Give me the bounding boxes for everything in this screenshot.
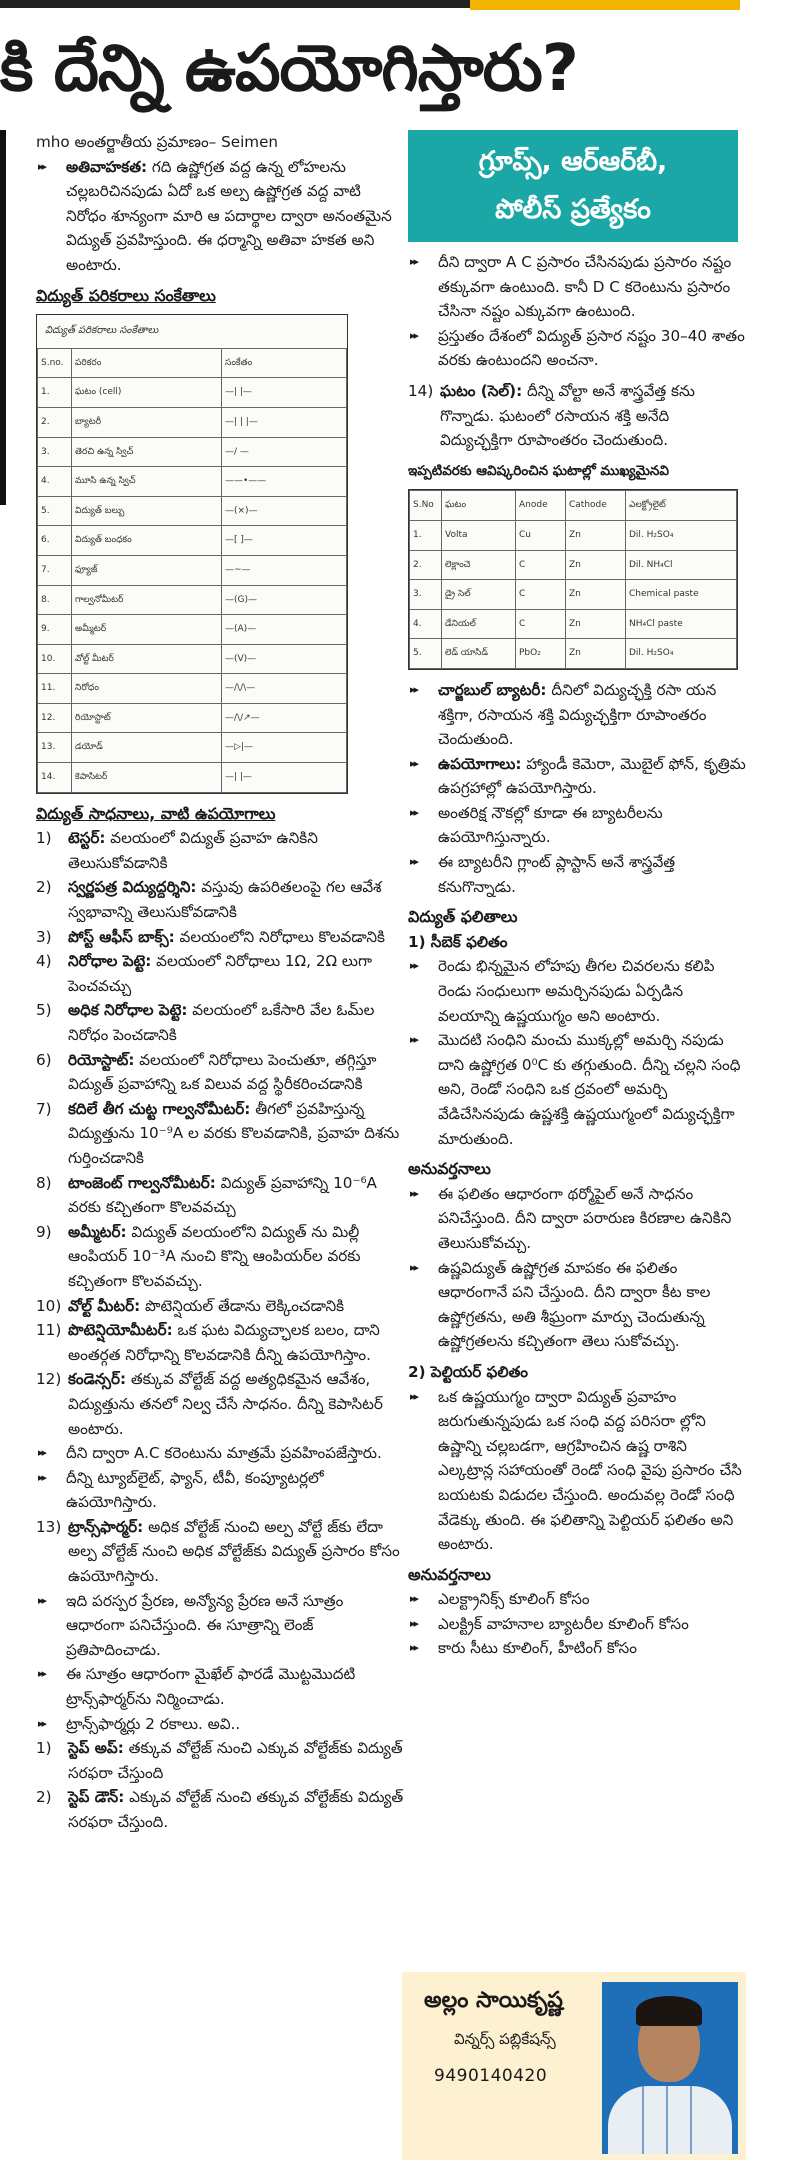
table-row	[38, 378, 347, 408]
header-cell: ఎలక్ట్రోలైట్	[626, 491, 737, 521]
item-label: కదిలే తీగ చుట్ట గాల్వనోమీటర్:	[68, 1099, 251, 1118]
table-row	[410, 609, 737, 639]
list-item: ▸▸ మొదటి సంధిని మంచు ముక్కల్లో అమర్చి నపుడు దాని ఉష్ణోగ్రత 0⁰C కు తగ్గుతుంది. దీన్ని చల్లని సంధి అని, రెండో సంధిని ఒక ద్రవంలో అమర్చి వేడిచేసినపుడు ఉష్ణశక్తి ఉష్ణయుగ్మంలో విద్యుచ్ఛక్తిగా మారుతుంది.	[408, 1028, 746, 1151]
effects-heading: విద్యుత్ ఫలితాలు	[408, 907, 518, 927]
author-box	[402, 1972, 746, 2160]
top-rule	[0, 0, 470, 8]
item-number: 13)	[36, 1517, 62, 1536]
item-number: 2)	[36, 1788, 52, 1807]
peltier-title: 2) పెల్టియర్ ఫలితం	[408, 1362, 528, 1381]
header-cell: ఘటం	[442, 491, 516, 521]
table-cell: 6.	[38, 526, 72, 556]
list-item: ▸▸ కారు సీటు కూలింగ్, హీటింగ్ కోసం	[408, 1636, 746, 1661]
item-label: టాంజెంట్ గాల్వనోమీటర్:	[68, 1173, 216, 1192]
header-cell: Cathode	[566, 491, 626, 521]
table-cell: 13.	[38, 733, 72, 763]
symbol-cell: —/\/\—	[222, 674, 347, 704]
table-row	[38, 674, 347, 704]
table-row	[38, 555, 347, 585]
symbol-cell: —| |—	[222, 378, 347, 408]
table-row	[38, 526, 347, 556]
table-cell: 9.	[38, 615, 72, 645]
item-number: 5)	[36, 1001, 52, 1020]
item-text: విద్యుత్ ప్రవాహాన్ని 10⁻⁶A వరకు కచ్చితంగా కొలవవచ్చు	[68, 1173, 377, 1217]
table-cell: 1.	[410, 520, 442, 550]
item-number: 4)	[36, 952, 52, 971]
symbol-cell: —/\/↗—	[222, 703, 347, 733]
table-cell: డేనియల్	[442, 609, 516, 639]
table-cell: లెడ్ యాసిడ్	[442, 639, 516, 669]
cells-table-header	[410, 491, 737, 521]
item-label: వోల్ట్ మీటర్:	[68, 1296, 141, 1315]
table-cell: రియోస్టాట్	[72, 703, 222, 733]
symbol-cell: —~—	[222, 555, 347, 585]
item-label: నిరోధాల పెట్టె:	[68, 952, 152, 971]
item-number: 1)	[36, 829, 52, 848]
list-item: ▸▸ ఎలక్ట్రానిక్స్ కూలింగ్ కోసం	[408, 1587, 746, 1612]
list-item: ▸▸ దీని ద్వారా A.C కరెంటును మాత్రమే ప్రవహింపజేస్తారు.	[36, 1441, 404, 1466]
list-item	[36, 949, 404, 998]
symbols-heading: విద్యుత్ పరికరాలు సంకేతాలు	[36, 285, 216, 305]
table-cell: 10.	[38, 644, 72, 674]
table-cell: ఫ్యూజ్	[72, 555, 222, 585]
item-text: వలయంలో విద్యుత్ ప్రవాహ ఉనికిని తెలుసుకోవడానికి	[68, 829, 318, 872]
symbol-cell: —[ ]—	[222, 526, 347, 556]
photo-shirt	[608, 2086, 732, 2154]
symbol-cell: —(G)—	[222, 585, 347, 615]
item-text: ఈ బ్యాటరీని గ్లాంట్ ప్లాస్టాన్ అనే శాస్త్రవేత్త కనుగొన్నాడు.	[438, 853, 676, 896]
list-item: ▸▸ ప్రస్తుతం దేశంలో విద్యుత్ ప్రసార నష్టం 30–40 శాతం వరకు ఉంటుందని అంచనా.	[408, 324, 746, 373]
applications-heading: అనువర్తనాలు	[408, 1159, 491, 1179]
photo-stripe	[666, 2086, 668, 2154]
symbol-cell: —(A)—	[222, 615, 347, 645]
seebeck-title: 1) సీబెక్ ఫలితం	[408, 932, 508, 951]
table-cell: విద్యుత్ బంధకం	[72, 526, 222, 556]
item-text: పొటెన్షియల్ తేడాను లెక్కించడానికి	[140, 1296, 345, 1315]
list-item: ▸▸ ట్రాన్స్‌ఫార్మర్లు 2 రకాలు. అవి..	[36, 1712, 404, 1737]
author-org: విన్నర్స్ పబ్లికేషన్స్	[454, 2030, 556, 2048]
item-number: 3)	[36, 927, 52, 946]
list-item	[36, 1294, 404, 1319]
author-phone: 9490140420	[434, 2066, 548, 2086]
header-cell: S.no.	[38, 348, 72, 378]
list-item	[408, 752, 746, 801]
table-cell: 2.	[38, 407, 72, 437]
list-item	[36, 1171, 404, 1220]
table-row	[410, 520, 737, 550]
table-cell: Dil. H₂SO₄	[626, 520, 737, 550]
item-number: 8)	[36, 1173, 52, 1192]
superconductivity-text: గది ఉష్ణోగ్రత వద్ద ఉన్న లోహలను చల్లబరిచినపుడు ఏదో ఒక అల్ప ఉష్ణోగ్రత వద్ద వాటి నిరోధం శూన్యంగా మారి ఆ పదార్థాల ద్వారా అనంతమైన విద్యుత్ ప్రవహిస్తుంది. ఈ ధర్మాన్ని అతివా హకత అని అంటారు.	[66, 157, 392, 274]
list-item	[36, 1318, 404, 1367]
list-item	[36, 1220, 404, 1294]
table-cell: 5.	[38, 496, 72, 526]
banner-line-2: పోలీస్ ప్రత్యేకం	[495, 194, 651, 225]
table-cell: బ్యాటరీ	[72, 407, 222, 437]
item-label: అధిక నిరోధాల పెట్టె:	[68, 1001, 188, 1020]
list-item	[36, 1515, 404, 1589]
item-text: వస్తువు ఉపరితలంపై గల ఆవేశ స్వభావాన్ని తెలుసుకోవడానికి	[68, 878, 382, 922]
item-text: ఒక ఘట విద్యుచ్ఛాలక బలం, దాని అంతర్గత నిరోధాన్ని కొలవడానికి దీన్ని ఉపయోగిస్తాం.	[68, 1321, 380, 1364]
header-cell: S.No	[410, 491, 442, 521]
cells-heading: ఇప్పటివరకు ఆవిష్కరించిన ఘటాల్లో ముఖ్యమైనవి	[408, 462, 669, 479]
superconductivity-label: అతివాహకత:	[66, 157, 148, 176]
list-item	[408, 678, 746, 752]
item-text: హ్యాండీ కెమెరా, మొబైల్ ఫోన్, కృత్రిమ ఉపగ్రహాల్లో ఉపయోగిస్తారు.	[438, 754, 746, 798]
section-banner	[408, 130, 738, 242]
list-item: ▸▸ ఈ ఫలితం ఆధారంగా థర్మోపైల్ అనే సాధనం పనిచేస్తుంది. దీని ద్వారా పరారుణ కిరణాల ఉనికిని తెలుసుకోవచ్చు.	[408, 1182, 746, 1256]
item-text: విద్యుత్ వలయంలోని విద్యుత్ ను మిల్లీ ఆంపియర్ 10⁻³A నుంచి కొన్ని ఆంపియర్‌ల వరకు కచ్చితంగా కొలవవచ్చు.	[68, 1222, 361, 1290]
list-item	[36, 998, 404, 1047]
table-row	[38, 733, 347, 763]
item-label: ఉపయోగాలు:	[438, 754, 522, 773]
list-item	[408, 801, 746, 850]
table-cell: గాల్వనోమీటర్	[72, 585, 222, 615]
table-cell: 12.	[38, 703, 72, 733]
intro-line: mho అంతర్జాతీయ ప్రమాణం– Seimen	[36, 133, 279, 151]
list-item	[36, 1367, 404, 1441]
right-column	[408, 130, 746, 1661]
list-item	[408, 850, 746, 899]
table-row	[38, 585, 347, 615]
list-item: ▸▸ ఒక ఉష్ణయుగ్మం ద్వారా విద్యుత్ ప్రవాహం జరుగుతున్నపుడు ఒక సంధి వద్ద పరిసరా ల్లోని ఉష్ణాన్ని చల్లబడగా, ఆగ్రహించిన ఉష్ణ రాశిని ఎల్కట్రాన్ల సహాయంతో రెండో సంధి వైపు ప్రసారం చేసి బయటకు విడుదల చేస్తుంది. అందువల్ల రెండో సంధి వేడెక్కు తుంది. ఈ ఫలితాన్ని పెల్టియర్ ఫలితం అని అంటారు.	[408, 1385, 746, 1557]
table-row	[38, 467, 347, 497]
table-cell: లెక్లాంచె	[442, 550, 516, 580]
item-text: దీన్ని వోల్టా అనే శాస్త్రవేత్త కను గొన్నాడు. ఘటంలో రసాయన శక్తి అనేది విద్యుచ్ఛక్తిగా రూపాంతరం చెందుతుంది.	[440, 381, 695, 450]
item-number: 10)	[36, 1296, 62, 1315]
table-cell: 11.	[38, 674, 72, 704]
table-cell: కెపాసిటర్	[72, 763, 222, 793]
item-text: తక్కువ వోల్టేజ్ నుంచి ఎక్కువ వోల్టేజ్‌కు విద్యుత్ సరఫరా చేస్తుంది	[68, 1739, 403, 1782]
item-label: కండెన్సర్:	[68, 1370, 127, 1389]
symbols-table	[36, 314, 348, 794]
instruments-heading: విద్యుత్ సాధనాలు, వాటి ఉపయోగాలు	[36, 803, 276, 823]
table-cell: నిరోధం	[72, 674, 222, 704]
item-number: 9)	[36, 1222, 52, 1241]
symbol-cell: ——•——	[222, 467, 347, 497]
item-label: ఘటం (సెల్):	[440, 381, 523, 400]
item-text: వలయంలో ఒకేసారి వేల ఓమ్‌ల నిరోధం పెంచడానికి	[68, 1001, 375, 1044]
item-number: 11)	[36, 1321, 62, 1340]
item-label: స్వర్ణపత్ర విద్యుద్దర్శిని:	[68, 878, 197, 897]
photo-stripe	[642, 2086, 644, 2154]
superconductivity-bullet	[36, 155, 404, 278]
photo-stripe	[690, 2086, 692, 2154]
item-label: టెస్టర్:	[68, 829, 106, 848]
item-number: 2)	[36, 878, 52, 897]
list-item: ▸▸ ఉష్ణవిద్యుత్ ఉష్ణోగ్రత మాపకం ఈ ఫలితం ఆధారంగానే పని చేస్తుంది. దీని ద్వారా కీట కాల ఉష్ణోగ్రతను, అతి శీఘ్రంగా మార్పు చెందుతున్న ఉష్ణోగ్రతలను కచ్చితంగా తెలు సుకోవచ్చు.	[408, 1256, 746, 1354]
table-cell: C	[516, 580, 566, 610]
table-cell: Dil. NH₄Cl	[626, 550, 737, 580]
table-cell: 14.	[38, 763, 72, 793]
item-text: దీనిలో విద్యుచ్ఛక్తి రసా యన శక్తిగా, రసాయన శక్తి విద్యుచ్ఛక్తిగా రూపాంతరం చెందుతుంది.	[438, 680, 717, 749]
table-cell: 2.	[410, 550, 442, 580]
table-cell: Zn	[566, 580, 626, 610]
symbol-cell: —| | |—	[222, 407, 347, 437]
list-item	[36, 826, 404, 875]
table-cell: Zn	[566, 520, 626, 550]
item-text: ఎక్కువ వోల్టేజ్ నుంచి తక్కువ వోల్టేజ్‌కు విద్యుత్ సరఫరా చేస్తుంది.	[68, 1788, 404, 1831]
table-cell: Zn	[566, 609, 626, 639]
table-cell: 3.	[38, 437, 72, 467]
list-item	[36, 1736, 404, 1785]
table-row	[38, 615, 347, 645]
header-cell: Anode	[516, 491, 566, 521]
item-number: 1)	[36, 1739, 52, 1758]
item-text: అంతరిక్ష నౌకల్లో కూడా ఈ బ్యాటరీలను ఉపయోగిస్తున్నారు.	[438, 803, 663, 847]
symbol-cell: —▷|—	[222, 733, 347, 763]
item-label: చార్జబుల్ బ్యాటరీ:	[438, 680, 547, 699]
photo-hair	[636, 1996, 702, 2026]
table-row	[410, 550, 737, 580]
list-item: ▸▸ ఈ సూత్రం ఆధారంగా మైఖేల్ ఫారడే మొట్టమొదటి ట్రాన్స్‌ఫార్మర్‌ను నిర్మించాడు.	[36, 1662, 404, 1711]
table-row	[38, 407, 347, 437]
symbol-cell: —(×)—	[222, 496, 347, 526]
left-column	[36, 130, 404, 1835]
table-cell: 3.	[410, 580, 442, 610]
item-label: స్టెప్ డౌన్:	[68, 1788, 125, 1807]
table-cell: Zn	[566, 639, 626, 669]
table-cell: PbO₂	[516, 639, 566, 669]
item-text: వలయంలోని నిరోధాలు కొలవడానికి	[174, 927, 385, 946]
table-cell: 7.	[38, 555, 72, 585]
list-item	[36, 875, 404, 924]
table-row	[38, 763, 347, 793]
table-cell: Zn	[566, 550, 626, 580]
table-cell: Cu	[516, 520, 566, 550]
list-item: ▸▸ దీని ద్వారా A C ప్రసారం చేసినపుడు ప్రసారం నష్టం తక్కువగా ఉంటుంది. కానీ D C కరెంటును ప్రసారం చేసినా నష్టం ఎక్కువగా ఉంటుంది.	[408, 250, 746, 324]
list-item: ▸▸ ఎలక్ట్రిక్ వాహనాల బ్యాటరీల కూలింగ్ కోసం	[408, 1612, 746, 1637]
table-cell: C	[516, 550, 566, 580]
left-edge-rule	[0, 130, 6, 505]
table-cell: అమ్మీటర్	[72, 615, 222, 645]
item-label: రియోస్టాట్:	[68, 1050, 135, 1069]
table-cell: 5.	[410, 639, 442, 669]
item-label: అమ్మీటర్:	[68, 1222, 127, 1241]
symbol-cell: —| |—	[222, 763, 347, 793]
instruments-list	[36, 826, 404, 1441]
table-cell: Volta	[442, 520, 516, 550]
table-row	[38, 644, 347, 674]
item-label: ట్రాన్స్‌ఫార్మర్:	[68, 1517, 144, 1536]
table-cell: 8.	[38, 585, 72, 615]
table-row	[410, 639, 737, 669]
header-cell: పరికరం	[72, 348, 222, 378]
header-cell: సంకేతం	[222, 348, 347, 378]
author-photo	[602, 1982, 738, 2154]
item-text: తక్కువ వోల్టేజ్ వద్ద అత్యధికమైన ఆవేశం, విద్యుత్తును తనలో నిల్వ చేసే సాధనం. దీన్ని కెపాసిటర్ అంటారు.	[68, 1370, 383, 1438]
list-item: ▸▸ ఇది పరస్పర ప్రేరణ, అన్యోన్య ప్రేరణ అనే సూత్రం ఆధారంగా పనిచేస్తుంది. ఈ సూత్రాన్ని లెంజ్ ప్రతిపాదించాడు.	[36, 1589, 404, 1663]
item-label: పొటెన్షియోమీటర్:	[68, 1321, 173, 1340]
item-label: పోస్ట్ ఆఫీస్ బాక్స్:	[68, 927, 175, 946]
table-row	[38, 496, 347, 526]
item-text: తీగలో ప్రవహిస్తున్న విద్యుత్తును 10⁻⁹A ల వరకు కొలవడానికి, ప్రవాహ దిశను గుర్తించడానికి	[68, 1099, 400, 1167]
list-item	[36, 1048, 404, 1097]
item-number: 14)	[408, 381, 434, 400]
table-row	[38, 437, 347, 467]
item-text: అధిక వోల్టేజ్ నుంచి అల్ప వోల్టే జ్‌కు లేదా అల్ప వోల్టేజ్ నుంచి అధిక వోల్టేజ్‌కు విద్యుత్ ప్రసారం కోసం ఉపయోగిస్తారు.	[68, 1517, 400, 1586]
symbol-cell: —/ —	[222, 437, 347, 467]
author-name: అల్లం సాయికృష్ణ	[424, 1988, 563, 2013]
symbols-table-caption: విద్యుత్ పరికరాలు సంకేతాలు	[45, 325, 159, 337]
item-label: స్టెప్ అప్:	[68, 1739, 124, 1758]
page-headline: కి దేన్ని ఉపయోగిస్తారు?	[0, 32, 578, 106]
table-cell: ఘటం (cell)	[72, 378, 222, 408]
table-cell: Dil. H₂SO₄	[626, 639, 737, 669]
list-item	[36, 925, 404, 950]
table-cell: విద్యుత్ బల్బు	[72, 496, 222, 526]
item-text: వలయంలో నిరోధాలు 1Ω, 2Ω లుగా పెంచవచ్చు	[68, 952, 372, 995]
top-accent-bar	[470, 0, 740, 10]
table-cell: Chemical paste	[626, 580, 737, 610]
table-cell: NH₄Cl paste	[626, 609, 737, 639]
table-cell: మూసి ఉన్న స్విచ్	[72, 467, 222, 497]
item-number: 6)	[36, 1050, 52, 1069]
list-item	[36, 1785, 404, 1834]
table-cell: 4.	[38, 467, 72, 497]
table-cell: డయోడ్	[72, 733, 222, 763]
applications-heading: అనువర్తనాలు	[408, 1564, 491, 1584]
symbols-table-header	[38, 348, 347, 378]
table-cell: తెరచి ఉన్న స్విచ్	[72, 437, 222, 467]
table-cell: C	[516, 609, 566, 639]
table-cell: వోల్ట్ మీటర్	[72, 644, 222, 674]
table-row	[410, 580, 737, 610]
table-cell: 4.	[410, 609, 442, 639]
table-row	[38, 703, 347, 733]
list-item: ▸▸ రెండు భిన్నమైన లోహపు తీగల చివరలను కలిపి రెండు సంధులుగా అమర్చినపుడు ఏర్పడిన వలయాన్ని ఉష్ణయుగ్మం అని అంటారు.	[408, 954, 746, 1028]
banner-line-1: గ్రూప్స్, ఆర్ఆర్‌బీ,	[478, 146, 668, 177]
list-item: ▸▸ దీన్ని ట్యూబ్‌లైట్, ఫ్యాన్, టీవీ, కంప్యూటర్లలో ఉపయోగిస్తారు.	[36, 1466, 404, 1515]
item-number: 12)	[36, 1370, 62, 1389]
table-cell: 1.	[38, 378, 72, 408]
symbol-cell: —(V)—	[222, 644, 347, 674]
cells-table	[408, 489, 738, 670]
table-cell: డ్రై సెల్	[442, 580, 516, 610]
list-item	[408, 379, 746, 453]
list-item	[36, 1097, 404, 1171]
item-number: 7)	[36, 1099, 52, 1118]
item-text: వలయంలో నిరోధాలు పెంచుతూ, తగ్గిస్తూ విద్యుత్ ప్రవాహాన్ని ఒక విలువ వద్ద స్థిరీకరించడానికి	[68, 1050, 377, 1094]
